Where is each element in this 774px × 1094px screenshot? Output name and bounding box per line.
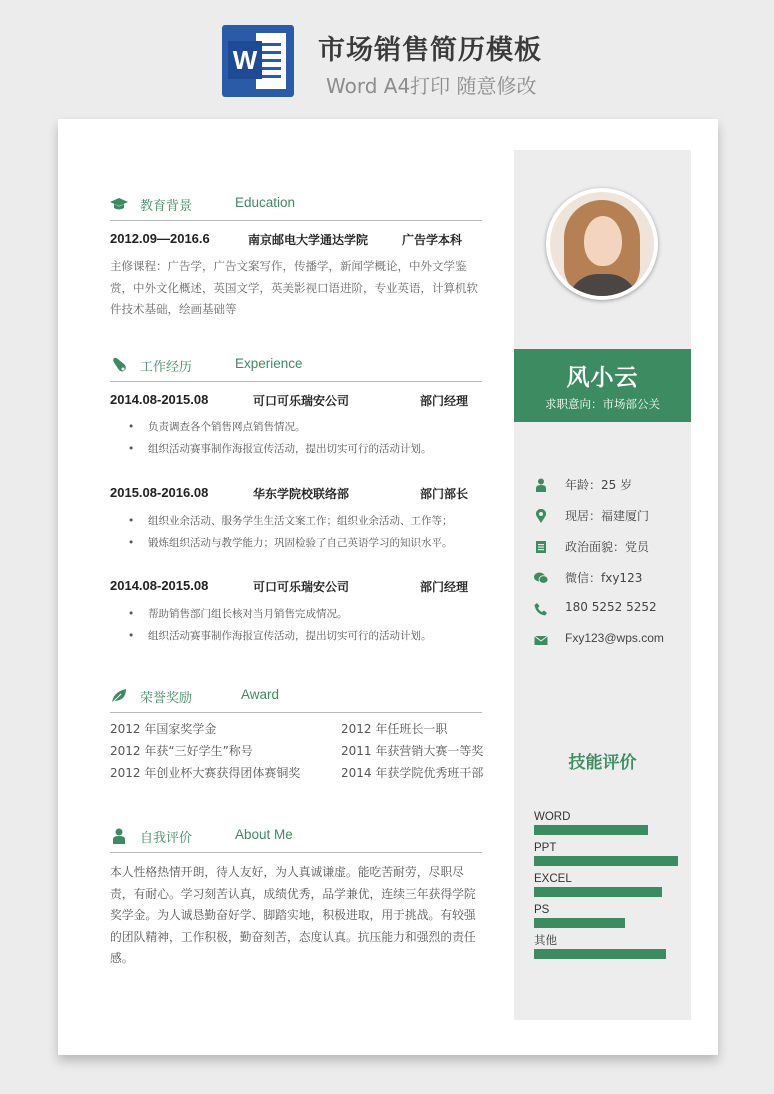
avatar	[546, 188, 658, 300]
duty-item: • 锻炼组织活动与教学能力；巩固检验了自己英语学习的知识水平。	[128, 532, 488, 554]
job-company: 可口可乐瑞安公司	[253, 580, 350, 594]
graduation-cap-icon	[110, 196, 128, 212]
job-duties	[128, 510, 488, 554]
job-company: 华东学院校联络部	[253, 487, 350, 501]
job-company: 可口可乐瑞安公司	[253, 394, 350, 408]
skill-excel: EXCEL	[534, 871, 684, 897]
award-item: 2012 年获“三好学生”称号	[110, 744, 253, 758]
about-section-header	[110, 827, 482, 853]
skill-bar	[534, 825, 648, 835]
word-icon-letter: W	[228, 41, 262, 79]
job-duties	[128, 603, 488, 647]
award-item: 2012 年创业杯大赛获得团体赛铜奖	[110, 766, 301, 780]
skill-bar	[534, 856, 678, 866]
awards-section-header	[110, 687, 482, 713]
education-title-en: Education	[235, 195, 296, 210]
duty-item: • 负责调查各个销售网点销售情况。	[128, 416, 488, 438]
info-email: Fxy123@wps.com	[534, 631, 684, 651]
award-item: 2012 年国家奖学金	[110, 722, 217, 736]
awards-title-cn: 荣誉奖励	[140, 691, 193, 706]
award-item: 2011 年获营销大赛一等奖	[341, 744, 484, 758]
duty-item: • 帮助销售部门组长核对当月销售完成情况。	[128, 603, 488, 625]
mouse-icon	[110, 357, 128, 373]
email-icon	[534, 633, 548, 647]
template-banner	[0, 0, 774, 110]
wechat-icon	[534, 571, 548, 585]
candidate-name: 风小云	[566, 365, 639, 391]
award-item: 2012 年任班长一职	[341, 722, 448, 736]
template-subtitle: Word A4打印 随意修改	[326, 74, 537, 98]
skill-bar	[534, 887, 662, 897]
education-section-header	[110, 195, 482, 221]
info-wechat: 微信：fxy123	[534, 569, 684, 589]
person-icon	[110, 828, 128, 844]
job-date: 2014.08-2015.08	[110, 578, 209, 593]
skill-ppt: PPT	[534, 840, 684, 866]
awards-title-en: Award	[241, 687, 280, 702]
info-political: 政治面貌：党员	[534, 538, 684, 558]
info-location: 现居：福建厦门	[534, 507, 684, 527]
document-icon	[534, 540, 548, 554]
resume-page	[58, 119, 718, 1055]
education-courses: 主修课程：广告学，广告文案写作，传播学，新闻学概论，中外文学鉴赏，中外文化概述，英国文学，英美影视口语进阶，专业英语，计算机软件技术基础，绘画基础等	[110, 259, 478, 316]
job-row	[110, 578, 490, 596]
job-duties	[128, 416, 488, 460]
job-position: 部门经理	[420, 394, 469, 408]
info-phone: 180 5252 5252	[534, 600, 684, 620]
word-document-icon	[222, 25, 294, 97]
experience-section-header	[110, 356, 482, 382]
profile-sidebar	[514, 150, 691, 1020]
skill-word: WORD	[534, 809, 684, 835]
duty-item: • 组织活动赛事制作海报宣传活动，提出切实可行的活动计划。	[128, 625, 488, 647]
skills-title: 技能评价	[568, 753, 637, 773]
skill-other: 其他	[534, 933, 684, 959]
about-title-en: About Me	[235, 827, 293, 842]
info-age: 年龄：25 岁	[534, 476, 684, 496]
skill-bar	[534, 949, 666, 959]
phone-icon	[534, 602, 548, 616]
job-date: 2015.08-2016.08	[110, 485, 209, 500]
education-row	[110, 231, 490, 249]
experience-title-cn: 工作经历	[140, 360, 193, 375]
job-row	[110, 392, 490, 410]
job-row	[110, 485, 490, 503]
template-title: 市场销售简历模板	[318, 35, 542, 66]
duty-item: • 组织业余活动、服务学生生活文案工作；组织业余活动、工作等；	[128, 510, 488, 532]
education-major: 广告学本科	[402, 233, 463, 247]
skill-bar	[534, 918, 625, 928]
experience-title-en: Experience	[235, 356, 303, 371]
duty-item: • 组织活动赛事制作海报宣传活动，提出切实可行的活动计划。	[128, 438, 488, 460]
award-item: 2014 年获学院优秀班干部	[341, 766, 484, 780]
education-date: 2012.09—2016.6	[110, 231, 210, 246]
skill-ps: PS	[534, 902, 684, 928]
education-school: 南京邮电大学通达学院	[248, 233, 369, 247]
about-text: 本人性格热情开朗，待人友好，为人真诚谦虚。能吃苦耐劳，尽职尽责，有耐心。学习刻苦认真，成绩优秀，品学兼优，连续三年获得学院奖学金。为人诚恳勤奋好学、脚踏实地，积极进取，用于挑战。有较强的团队精神，工作积极，勤奋刻苦，态度认真。抗压能力和强烈的责任感。	[110, 865, 476, 966]
job-position: 部门部长	[420, 487, 469, 501]
job-target: 求职意向：市场部公关	[545, 397, 660, 411]
name-banner	[514, 349, 691, 422]
job-position: 部门经理	[420, 580, 469, 594]
leaf-icon	[110, 688, 128, 704]
education-title-cn: 教育背景	[140, 199, 193, 214]
about-title-cn: 自我评价	[140, 831, 193, 846]
job-date: 2014.08-2015.08	[110, 392, 209, 407]
person-icon	[534, 478, 548, 492]
location-pin-icon	[534, 509, 548, 523]
